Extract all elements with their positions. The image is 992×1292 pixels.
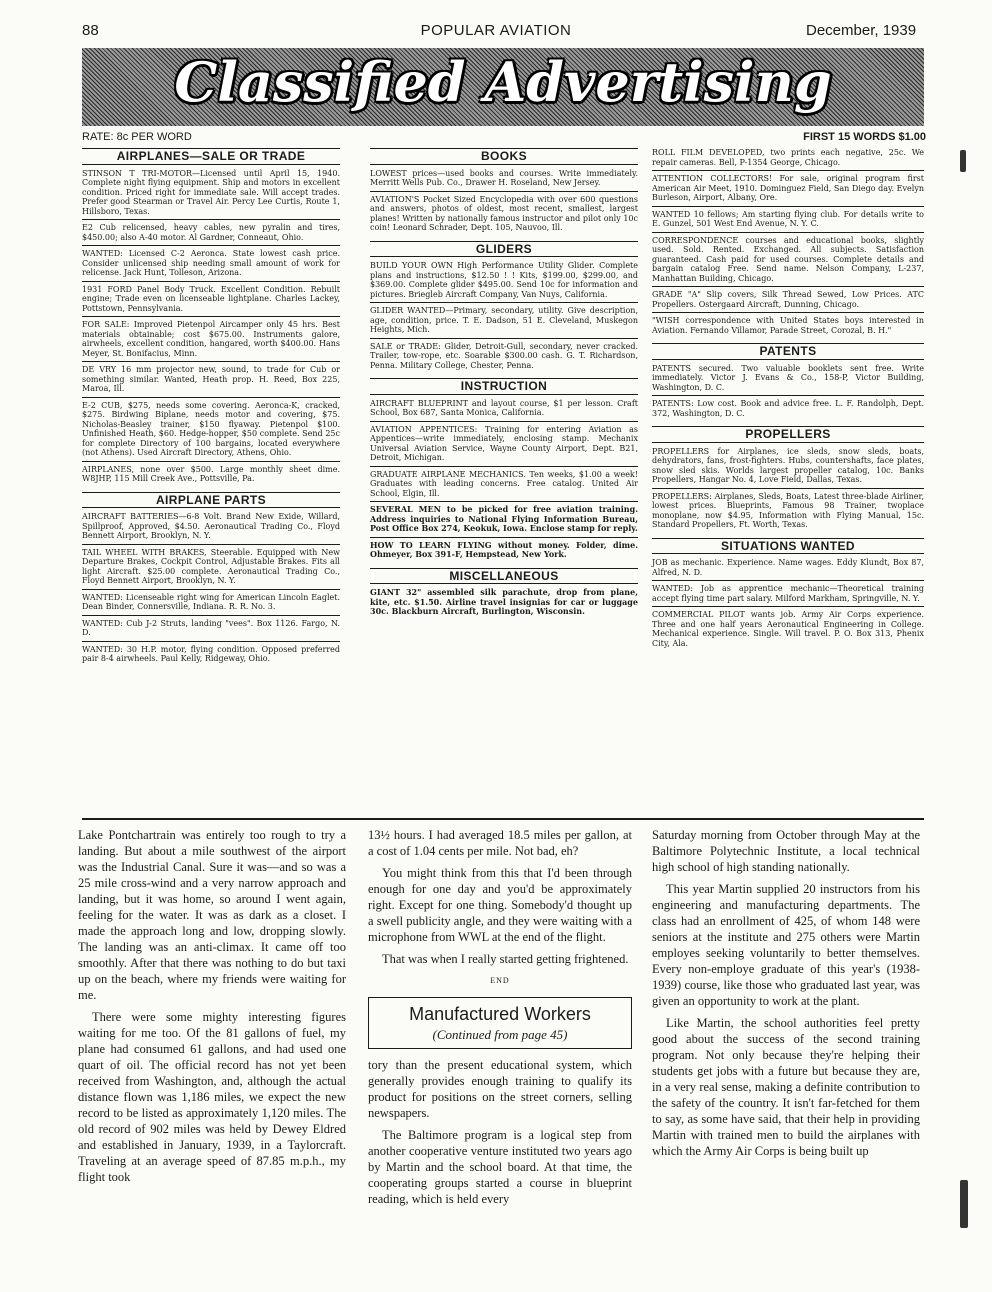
classified-ad: WANTED: Job as apprentice mechanic—Theoretical training accept flying time part salary. Milford Markham, Springville, N. Y. <box>652 584 924 607</box>
issue-date: December, 1939 <box>806 22 917 39</box>
magazine-title: POPULAR AVIATION <box>420 22 572 39</box>
classified-ad: PROPELLERS for Airplanes, ice sleds, snow sleds, boats, dehydrators, fans, frost-fighters. Hubs, countershafts, face plates, snow sled skis. Worlds largest propeller catalog, 10c. Banks Propellers, Hangar No. 4, Love Field, Dallas, Texas. <box>652 447 924 489</box>
classified-column-3 <box>652 148 924 654</box>
article-paragraph: 13½ hours. I had averaged 18.5 miles per gallon, at a cost of 1.04 cents per mile. Not bad, eh? <box>368 828 632 858</box>
classified-ad: AVIATION'S Pocket Sized Encyclopedia with over 600 questions and answers, photos of oldest, most recent, smallest, largest planes! Written by nationally famous instructor and pilot only 10c coin! Leonard Schrader, Dept. 105, Nauvoo, Ill. <box>370 194 638 232</box>
end-mark: END <box>490 976 510 985</box>
scan-mark <box>960 150 966 172</box>
article-paragraph: This year Martin supplied 20 instructors from his engineering and manufacturing departments. The class had an enrollment of 425, of whom 148 were seniors at the institute and 275 others were Martin employes seeking voluntarily to better themselves. Every non-employe graduate of this year's (1938-1939) course, like those who graduated last year, was given an opportunity to work at the plant. <box>652 882 920 1008</box>
classified-ad: AIRCRAFT BLUEPRINT and layout course, $1 per lesson. Craft School, Box 687, Santa Monica, California. <box>370 399 638 422</box>
classified-ad: WANTED 10 fellows; Am starting flying club. For details write to E. Gunzel, 501 West End Avenue, N. Y. C. <box>652 210 924 233</box>
continued-from-note: (Continued from page 45) <box>432 1027 568 1042</box>
classified-ad: PATENTS secured. Two valuable booklets sent free. Write immediately. Victor J. Evans & Co., 158-P, Victor Building, Washington, D. C. <box>652 364 924 397</box>
classified-ad: WANTED: Cub J-2 Struts, landing "vees". Box 1126. Fargo, N. D. <box>82 619 340 642</box>
classified-column-2 <box>370 148 638 623</box>
section-heading: BOOKS <box>370 148 638 165</box>
section-heading: PROPELLERS <box>652 426 924 443</box>
classified-ad: AIRPLANES, none over $500. Large monthly sheet dime. W8JHP, 115 Mill Creek Ave., Pottsville, Pa. <box>82 464 340 483</box>
section-heading: SITUATIONS WANTED <box>652 538 924 555</box>
classified-ad: GIANT 32" assembled silk parachute, drop from plane, kite, etc. $1.50. Airline travel insignias for car or luggage 30c. Blackburn Aircraft, Burlington, Wisconsin. <box>370 587 638 616</box>
section-heading: AIRPLANE PARTS <box>82 492 340 509</box>
scan-mark <box>960 1180 968 1228</box>
classified-ad: WANTED: 30 H.P. motor, flying condition. Opposed preferred pair 8-4 airwheels. Paul Kelly, Ridgeway, Ohio. <box>82 644 340 663</box>
article-paragraph: Lake Pontchartrain was entirely too rough to try a landing. But about a mile southwest of the airport was the Industrial Canal. Sure it was—and so was a 25 mile cross-wind and a very narrow approach and landing, but it was home, so around I went again, feeling for the water. It was as dark as a closet. I made the approach long and low, dropping slowly. The landing was an anti-climax. It came off too smoothly. After that there was nothing to do but taxi up on the beach, where my friends were waiting for me. <box>78 828 346 1002</box>
article-paragraph: Like Martin, the school authorities feel pretty good about the success of the second training program. Not only because they're helping their students get jobs with a future but because they are, in a very real sense, making a definite contribution to the safety of the country. It isn't far-fetched for them to say, as some have said, that their help in providing Martin with trained men to build the airplanes with which the Army Air Corps is being built up <box>652 1016 920 1158</box>
classified-ad: E-2 CUB, $275, needs some covering. Aeronca-K, cracked, $275. Birdwing Biplane, needs motor and covering, $75. Nicholas-Beasley trainer, $150 flyaway. Pietenpol $100. Unfinished Heath, $60. Hedge-hopper, $50 complete. Send 25c for complete Directory of 100 bargains, located everywhere (not Athens). Used Aircraft Directory, Athens, Ohio. <box>82 401 340 462</box>
classified-banner <box>82 48 924 126</box>
classified-ad: FOR SALE: Improved Pietenpol Aircamper only 45 hrs. Best materials obtainable; cost $675.00. Instruments galore, airwheels, excellent condition, hangared, worth $400.00. Hans Meyer, St. Bonifacius, Minn. <box>82 320 340 362</box>
section-heading: PATENTS <box>652 343 924 360</box>
article-paragraph: Saturday morning from October through May at the Baltimore Polytechnic Institute, a local technical high school of high standing nationally. <box>652 828 920 874</box>
continued-article-box <box>368 997 632 1049</box>
classified-ad: JOB as mechanic. Experience. Name wages. Eddy Klundt, Box 87, Alfred, N. D. <box>652 558 924 581</box>
section-heading: MISCELLANEOUS <box>370 568 638 585</box>
classified-ad: DE VRY 16 mm projector new, sound, to trade for Cub or something similar. Wanted, Heath prop. H. Reed, Box 225, Maroa, Ill. <box>82 365 340 398</box>
article-paragraph: There were some mighty interesting figures waiting for me too. Of the 81 gallons of fuel, my plane had consumed 61 gallons, and had used one quart of oil. The official record has not yet been received from Washington, and, although the actual distance flown was 1,186 miles, we expect the new record to be listed as approximately 1,120 miles. The old record of 902 miles was held by Dewey Eldred and established in January, 1939, in a Taylorcraft. Traveling at an average speed of 87.85 m.p.h., my flight took <box>78 1010 346 1184</box>
article-column-1 <box>78 827 346 1191</box>
classified-ad: GRADUATE AIRPLANE MECHANICS. Ten weeks, $1.00 a week! Graduates with leading concerns. Free catalog. United Air School, Elgin, Ill. <box>370 470 638 503</box>
classified-ad: COMMERCIAL PILOT wants job. Army Air Corps experience. Three and one half years Aeronautical Engineering in College. Mechanical experience. Single. Will travel. P. O. Box 313, Phenix City, Ala. <box>652 610 924 648</box>
classified-ad: PROPELLERS: Airplanes, Sleds, Boats, Latest three-blade Airliner, lowest prices. Blueprints, Famous 98 Trainer, twoplace monoplane, now $4.95, Information with Flying Manual, 15c. Standard Propellers, Ft. Worth, Texas. <box>652 491 924 529</box>
classified-ad: HOW TO LEARN FLYING without money. Folder, dime. Ohmeyer, Box 391-F, Hempstead, New York. <box>370 539 638 559</box>
classified-ad: GLIDER WANTED—Primary, secondary, utility. Give description, age, condition, price. T. E. Dadson, 51 E. Cleveland, Muskegon Heights, Mich. <box>370 306 638 339</box>
classified-ad: BUILD YOUR OWN High Performance Utility Glider. Complete plans and instructions, $12.50 ! ! Kits, $199.00, $299.00, and $369.00. Complete glider $495.00. Send 10c for information and pictures. Briegleb Aircraft Company, Van Nuys, California. <box>370 261 638 303</box>
classified-ad: CORRESPONDENCE courses and educational books, slightly used. Sold. Rented. Exchanged. All subjects. Satisfaction guaranteed. Cash paid for used courses. Complete details and bargain catalog Free. Send name. Nelson Company, L-237, Manhattan Building, Chicago. <box>652 236 924 288</box>
rate-first-words: FIRST 15 WORDS $1.00 <box>803 131 926 143</box>
page-number: 88 <box>82 22 99 39</box>
article-column-3 <box>652 827 920 1165</box>
section-heading: AIRPLANES—SALE OR TRADE <box>82 148 340 165</box>
article-paragraph: That was when I really started getting frightened. <box>382 952 629 966</box>
classified-ad: WANTED: Licenseable right wing for American Lincoln Eaglet. Dean Binder, Connersville, Indiana. R. R. No. 3. <box>82 593 340 616</box>
continued-article-title: Manufactured Workers <box>409 1004 591 1024</box>
section-divider <box>82 818 924 820</box>
classified-ad: ROLL FILM DEVELOPED, two prints each negative, 25c. We repair cameras. Bell, P-1354 George, Chicago. <box>652 148 924 171</box>
classified-ad: AIRCRAFT BATTERIES—6-8 Volt. Brand New Exide, Willard, Spillproof, Approved, $4.50. Aeronautical Trading Co., Floyd Bennett Airport, Brooklyn, N. Y. <box>82 512 340 545</box>
classified-ad: 1931 FORD Panel Body Truck. Excellent Condition. Rebuilt engine; Trade even on licenseable lightplane. Charles Lackey, Pottstown, Pennsylvania. <box>82 285 340 318</box>
classified-ad: STINSON T TRI-MOTOR—Licensed until April 15, 1940. Complete night flying equipment. Ship and motors in excellent condition. Priced right for immediate sale. Will accept trades. Prefer good Stearman or Travel Air. Percy Lee Curtis, Route 1, Hillsboro, Texas. <box>82 169 340 221</box>
classified-column-1 <box>82 148 340 670</box>
classified-ad: "WISH correspondence with United States boys interested in Aviation. Fernando Villamor, Parade Street, Corozal, B. H." <box>652 316 924 335</box>
classified-ad: GRADE "A" Slip covers, Silk Thread Sewed, Low Prices. ATC Propellers. Ostergaard Aircraft, Dunning, Chicago. <box>652 290 924 313</box>
article-paragraph: You might think from this that I'd been through enough for one day and you'd be approximately right. Except for one thing. Somebody'd thought up a swell publicity angle, and they were waiting with a microphone from WWL at the end of the flight. <box>368 866 632 944</box>
classified-ad: ATTENTION COLLECTORS! For sale, original program first American Air Meet, 1910. Dominguez Field, San Diego day. Evelyn Burleson, Airport, Albany, Ore. <box>652 174 924 207</box>
classified-ad: SALE or TRADE: Glider, Detroit-Gull, secondary, never cracked. Trailer, tow-rope, etc. Soarable $300.00 cash. G. T. Richardson, Penna. Military College, Chester, Penna. <box>370 341 638 370</box>
section-heading: INSTRUCTION <box>370 378 638 395</box>
section-heading: GLIDERS <box>370 241 638 258</box>
classified-ad: PATENTS: Low cost. Book and advice free. L. F. Randolph, Dept. 372, Washington, D. C. <box>652 399 924 418</box>
article-paragraph: The Baltimore program is a logical step from another cooperative venture instituted two years ago by Martin and the school board. At that time, the cooperating groups started a course in blueprint reading, which is held every <box>368 1128 632 1206</box>
classified-ad: LOWEST prices—used books and courses. Write immediately. Merritt Wells Pub. Co., Drawer H. Roseland, New Jersey. <box>370 169 638 192</box>
rate-per-word: RATE: 8c PER WORD <box>82 131 192 143</box>
classified-ad: E2 Cub relicensed, heavy cables, new pyralin and tires, $450.00; also A-40 motor. Al Gardner, Conneaut, Ohio. <box>82 223 340 246</box>
banner-title: Classified Advertising <box>174 50 832 114</box>
article-column-2 <box>368 827 632 1213</box>
classified-ad: WANTED: Licensed C-2 Aeronca. State lowest cash price. Consider unlicensed ship needing small amount of work for relicense. Jack Hunt, Tolleson, Arizona. <box>82 249 340 282</box>
classified-ad: SEVERAL MEN to be picked for free aviation training. Address inquiries to National Flying Information Bureau, Post Office Box 274, Keokuk, Iowa. Enclose stamp for reply. <box>370 505 638 538</box>
classified-ad: AVIATION APPENTICES: Training for entering Aviation as Appentices—write immediately, enclosing stamp. Mechanix Universal Aviation Service, Wayne County Airport, Dept. B21, Detroit, Michigan. <box>370 425 638 467</box>
article-paragraph: tory than the present educational system, which generally provides enough training to qualify its product for positions on the street corners, selling newspapers. <box>368 1058 632 1120</box>
classified-ad: TAIL WHEEL WITH BRAKES, Steerable. Equipped with New Departure Brakes, Cockpit Control, Adjustable Brakes. Fits all light Aircraft. $25.00 complete. Aeronautical Trading Co., Floyd Bennett Airport, Brooklyn, N. Y. <box>82 548 340 590</box>
